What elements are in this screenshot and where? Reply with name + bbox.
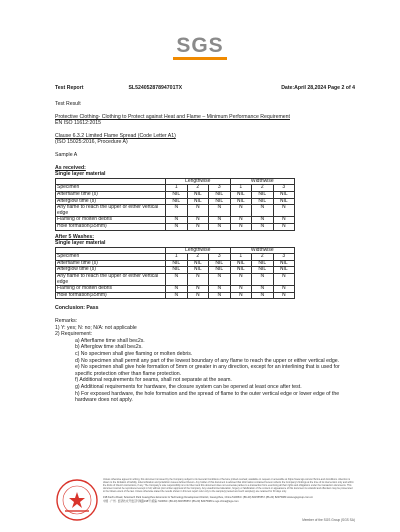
cell: N: [230, 217, 252, 224]
cell: N: [209, 205, 231, 217]
cell: NIL: [209, 260, 231, 267]
cell: N: [166, 274, 188, 286]
col-num: 1: [230, 185, 252, 192]
requirement-item: b) Afterglow time shall be≤2s.: [75, 344, 143, 351]
row-label: Afterglow time (s): [56, 198, 166, 205]
report-body: [55, 101, 355, 404]
standard-code: EN ISO 11612:2015: [55, 120, 102, 127]
cell: N: [166, 205, 188, 217]
cell: N: [166, 286, 188, 293]
cell: N: [209, 292, 231, 299]
row-label: Flaming or molten debris: [56, 217, 166, 224]
col-num: 1: [166, 185, 188, 192]
col-num: 2: [187, 254, 209, 261]
address-cn: 中国 · 广州 · 经济技术开发区科珠路198号 邮编: 510663 t (86-20) 82155555 f (86-20) 82075080 e sgs.china@sgs.com: [103, 499, 239, 503]
remark-2: 2) Requirement:: [55, 331, 93, 338]
cell: N: [187, 292, 209, 299]
test-report-label: Test Report: [55, 85, 84, 91]
cell: N: [273, 286, 295, 293]
cell: N: [166, 292, 188, 299]
table-row: [56, 223, 295, 230]
col-num: 3: [209, 254, 231, 261]
col-num: 1: [230, 254, 252, 261]
section-after-washes: [55, 234, 355, 300]
cell: N: [209, 217, 231, 224]
group-header: Widthwise: [230, 247, 295, 254]
cell: NIL: [230, 260, 252, 267]
cell: N: [209, 286, 231, 293]
report-number: SL52405287894701TX: [128, 85, 183, 91]
cell: N: [230, 274, 252, 286]
col-num: 1: [166, 254, 188, 261]
remarks-title: Remarks:: [55, 318, 78, 325]
col-num: 2: [187, 185, 209, 192]
cell: N: [273, 223, 295, 230]
cell: NIL: [209, 198, 231, 205]
row-label: Afterflame time (s): [56, 191, 166, 198]
cell: NIL: [209, 191, 231, 198]
cell: N: [273, 205, 295, 217]
cell: N: [187, 274, 209, 286]
cell: N: [166, 223, 188, 230]
table-row: [56, 274, 295, 286]
section-title: As received:: [55, 164, 86, 171]
requirement-item: c) No specimen shall give flaming or molten debris.: [75, 351, 193, 357]
report-header: [55, 85, 355, 91]
remarks: [55, 318, 355, 404]
clause-title: Clause 6.3.2 Limited Flame Spread (Code Letter A1): [55, 132, 176, 139]
sgs-logo: [167, 27, 233, 67]
cell: NIL: [273, 191, 295, 198]
address-en: 198 Kezhu Road, Scientech Park Guangzhou Economic & Technology Development District, Guangzhou, China 510663 t (86-20) 82155555 f (86-20) 82075080 www.sgsgroup.com.cn: [103, 496, 314, 499]
col-num: 3: [273, 254, 295, 261]
col-header: Specimen: [56, 185, 166, 192]
standard-title: Protective Clothing- Clothing to Protect against Heat and Flame – Minimum Performance Requirement: [55, 113, 290, 120]
cell: N: [209, 223, 231, 230]
footer: [55, 478, 355, 523]
cell: NIL: [252, 191, 274, 198]
sample-label: Sample A: [55, 151, 78, 158]
col-num: 3: [209, 185, 231, 192]
col-num: 2: [252, 185, 274, 192]
cell: NIL: [209, 267, 231, 274]
cell: N: [187, 217, 209, 224]
group-header: Lengthwise: [166, 247, 231, 254]
cell: N: [252, 217, 274, 224]
section-subtitle: Single layer material: [55, 171, 106, 178]
row-label: Hole formation(≥5mm): [56, 292, 166, 299]
group-header: Lengthwise: [166, 178, 231, 185]
row-label: Flaming or molten debris: [56, 286, 166, 293]
requirement-item: d) No specimen shall permit any part of the lowest boundary of any flame to reach the upper or either vertical edge.: [75, 357, 340, 364]
requirement-item: e) No specimen shall give hole formation of 5mm or greater in any direction, except for an interlining that is used for specific protection other than flame protection.: [75, 364, 340, 377]
clause-method: (ISO 15025:2016, Procedure A): [55, 139, 128, 146]
date-page: Date:April 28,2024 Page 2 of 4: [281, 85, 355, 91]
member-statement: Member of the SGS Group (SGS SA): [302, 518, 355, 522]
results-table: [55, 247, 295, 300]
cell: N: [187, 205, 209, 217]
cell: NIL: [166, 198, 188, 205]
cell: NIL: [273, 260, 295, 267]
remark-1: 1) Y: yes; N: no; N/A: not applicable: [55, 324, 137, 331]
cell: N: [230, 205, 252, 217]
cell: NIL: [187, 267, 209, 274]
cell: N: [252, 286, 274, 293]
col-header: Specimen: [56, 254, 166, 261]
cell: N: [166, 217, 188, 224]
cell: NIL: [273, 267, 295, 274]
logo-text: SGS: [176, 34, 224, 57]
requirement-item: g) Additional requirements for hardware, the closure system can be opened at least once after test.: [75, 383, 302, 390]
cell: N: [273, 292, 295, 299]
cell: N: [187, 223, 209, 230]
terms-fine-print: Unless otherwise agreed in writing, this document is issued by the Company subject to its General Conditions of Service printed overleaf, available on request or accessible at https://www.sgs.com/en/Terms-and-Conditions. Attention is drawn to the limitation of liability, indemnification and jurisdiction issues defined therein. Any holder of this document is advised that information contained hereon reflects the Company's findings at the time of its intervention only and within the limits of Client's instructions, if any. The Company's sole responsibility is to its Client and this document does not exonerate parties to a transaction from exercising all their rights and obligations under the transaction documents. This document cannot be reproduced except in full, without prior written approval of the Company. Any unauthorized alteration, forgery or falsification of the content or appearance of this document is unlawful and offenders may be prosecuted to the fullest extent of the law. Unless otherwise stated the results shown in this test report refer only to the sample(s) tested and such sample(s) are retained for 30 days only.: [103, 478, 354, 493]
requirement-item: a) Afterflame time shall be≤2s.: [75, 337, 145, 344]
cell: NIL: [230, 267, 252, 274]
conclusion: Conclusion: Pass: [55, 305, 99, 312]
requirement-item: h) For exposed hardware, the hole formation and the spread of flame to the outer vertical edge or lower edge of the hardware does not apply.: [75, 390, 340, 404]
test-result-label: Test Result: [55, 101, 81, 107]
cell: NIL: [187, 191, 209, 198]
cell: NIL: [252, 198, 274, 205]
cell: NIL: [252, 260, 274, 267]
cell: NIL: [230, 198, 252, 205]
cell: N: [252, 223, 274, 230]
col-num: 2: [252, 254, 274, 261]
cell: N: [252, 292, 274, 299]
group-header: Widthwise: [230, 178, 295, 185]
section-title: After 5 Washes:: [55, 233, 95, 240]
requirement-item: f) Additional requirements for seams, shall not separate at the seam.: [75, 377, 232, 384]
cell: NIL: [187, 198, 209, 205]
cell: N: [252, 205, 274, 217]
cell: NIL: [230, 191, 252, 198]
cell: N: [230, 286, 252, 293]
cell: NIL: [273, 198, 295, 205]
cell: NIL: [166, 260, 188, 267]
cell: NIL: [252, 267, 274, 274]
cell: NIL: [166, 191, 188, 198]
cell: N: [230, 223, 252, 230]
cell: N: [273, 274, 295, 286]
row-label: Any flame to reach the upper or either vertical edge: [56, 274, 166, 286]
results-table: [55, 178, 295, 231]
col-num: 3: [273, 185, 295, 192]
cell: N: [230, 292, 252, 299]
section-subtitle: Single layer material: [55, 240, 106, 247]
row-label: Afterglow time (s): [56, 267, 166, 274]
row-label: Hole formation(≥5mm): [56, 223, 166, 230]
cell: N: [252, 274, 274, 286]
cell: N: [187, 286, 209, 293]
section-as-received: [55, 165, 355, 231]
cell: N: [273, 217, 295, 224]
table-row: [56, 292, 295, 299]
inspection-stamp-icon: [55, 478, 99, 522]
row-label: Any flame to reach the upper or either vertical edge: [56, 205, 166, 217]
table-row: [56, 205, 295, 217]
footer-address: [103, 496, 355, 503]
cell: NIL: [166, 267, 188, 274]
cell: N: [209, 274, 231, 286]
cell: NIL: [187, 260, 209, 267]
row-label: Afterflame time (s): [56, 260, 166, 267]
